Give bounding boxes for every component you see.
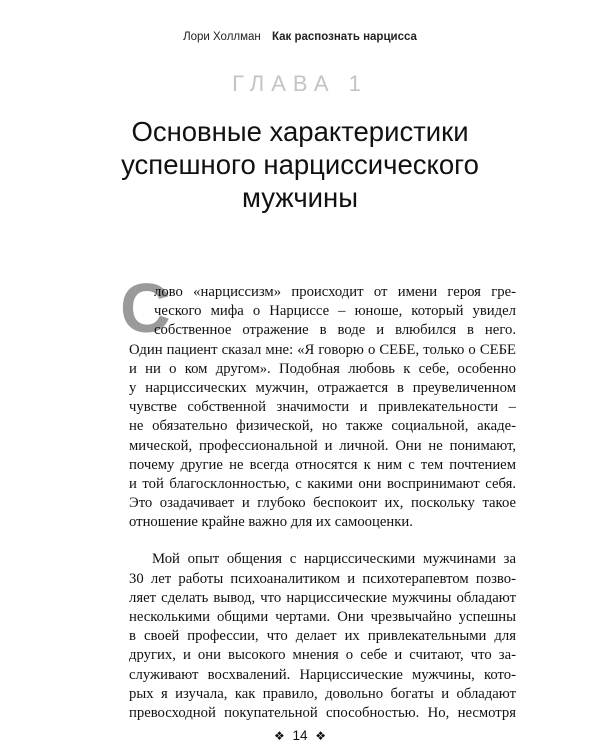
page-footer bbox=[0, 728, 600, 743]
text-line: 30 лет работы психоаналитиком и психотерапевтом позво- bbox=[129, 570, 516, 587]
text-line: лово «нарциссизм» происходит от имени героя гре- bbox=[154, 284, 516, 300]
paragraph-1 bbox=[129, 283, 516, 532]
text-line: ческого мифа о Нарциссе – юноше, который увидел bbox=[154, 303, 516, 320]
running-header-author: Лори Холлман bbox=[183, 31, 261, 43]
page-number: 14 bbox=[292, 728, 308, 743]
text-line: отношение крайне важно для их самооценки. bbox=[129, 514, 413, 531]
chapter-label: ГЛАВА 1 bbox=[232, 71, 368, 96]
body-text bbox=[129, 283, 516, 723]
running-header-book-title: Как распознать нарцисса bbox=[271, 31, 417, 43]
text-line: собственное отражение в воде и влюбился в него. bbox=[154, 322, 516, 339]
text-line: несколькими общими чертами. Они чрезвычайно успешны bbox=[129, 609, 516, 625]
text-line: у нарциссических мужчин, отражается в преувеличенном bbox=[129, 379, 516, 396]
text-line: чувстве собственной значимости и привлекательности – bbox=[129, 399, 516, 416]
text-line: превосходной покупательной способностью. Но, несмотря bbox=[129, 704, 516, 721]
text-line: рых я изучала, как правило, довольно богаты и обладают bbox=[129, 685, 516, 702]
chapter-title-line: Основные характеристики bbox=[131, 116, 469, 147]
text-line: Один пациент сказал мне: «Я говорю о СЕБЕ, только о СЕБЕ bbox=[129, 341, 516, 358]
drop-cap: С bbox=[120, 269, 171, 347]
text-line: и ни о ком другом». Подобная любовь к себе, особенно bbox=[129, 360, 516, 377]
chapter-title bbox=[0, 115, 600, 214]
ornament-icon: ❖ bbox=[315, 729, 327, 743]
text-line: мической, профессиональной и личной. Они не понимают, bbox=[129, 437, 516, 454]
text-line: ляет сделать вывод, что нарциссические мужчины обладают bbox=[129, 589, 516, 606]
paragraph-gap bbox=[129, 532, 516, 550]
text-line: служивают восхвалений. Нарциссические мужчины, кото- bbox=[129, 666, 516, 683]
ornament-icon: ❖ bbox=[273, 729, 285, 743]
paragraph-2 bbox=[129, 550, 516, 723]
chapter-title-line: успешного нарциссического bbox=[121, 149, 479, 180]
text-line: не обязательно физической, но также социальной, акаде- bbox=[129, 418, 516, 435]
text-line: в своей профессии, что делает их привлекательными для bbox=[129, 628, 516, 645]
text-line: Это озадачивает и глубоко беспокоит их, поскольку такое bbox=[129, 495, 516, 512]
text-line: других, и они высокого мнения о себе и считают, что за- bbox=[129, 647, 516, 664]
text-line: и той благосклонностью, с какими они воспринимают себя. bbox=[129, 475, 516, 492]
text-line: Мой опыт общения с нарциссическими мужчинами за bbox=[152, 551, 516, 568]
text-line: почему другие не всегда относятся к ним с тем почтением bbox=[129, 456, 516, 473]
chapter-title-line: мужчины bbox=[241, 182, 358, 213]
running-header bbox=[0, 31, 600, 43]
